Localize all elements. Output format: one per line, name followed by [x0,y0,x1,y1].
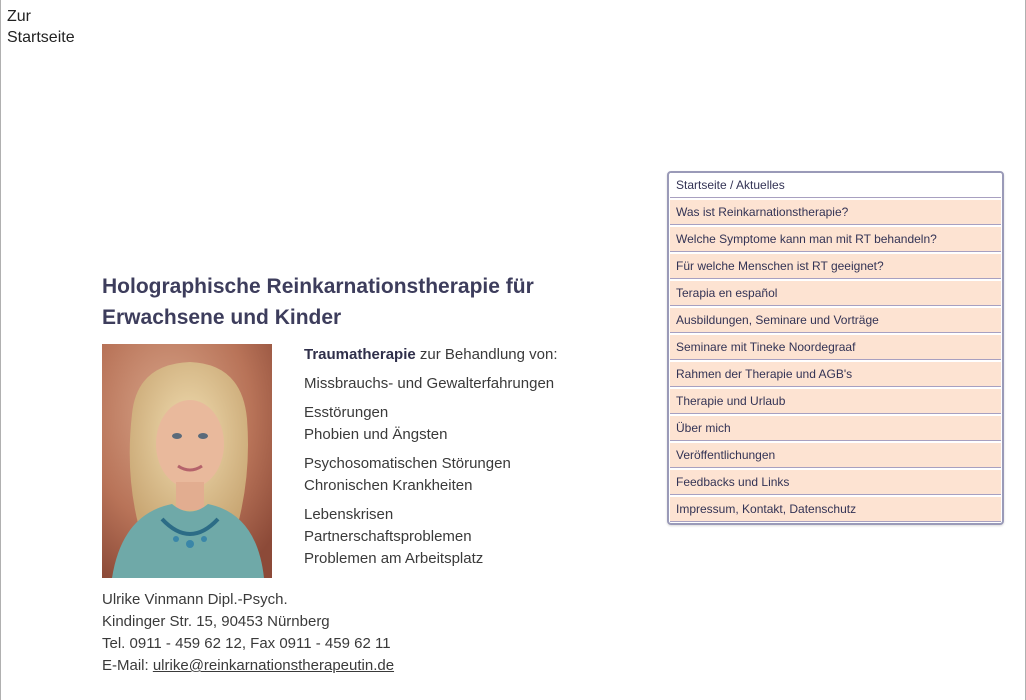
menu-item-feedbacks-links[interactable]: Feedbacks und Links [670,470,1001,495]
portrait-image [102,344,272,578]
menu-item-was-ist-rt[interactable]: Was ist Reinkarnationstherapie? [670,200,1001,225]
contact-info [102,589,602,677]
menu-item-seminare-tineke[interactable]: Seminare mit Tineke Noordegraaf [670,335,1001,360]
portrait-photo [102,344,272,578]
menu-item-fuer-welche-menschen[interactable]: Für welche Menschen ist RT geeignet? [670,254,1001,279]
symptom-item: Chronischen Krankheiten [304,477,473,494]
menu-item-veroeffentlichungen[interactable]: Veröffentlichungen [670,443,1001,468]
home-link[interactable]: Zur Startseite [7,8,75,46]
menu-item-rahmen-agb[interactable]: Rahmen der Therapie und AGB's [670,362,1001,387]
symptom-item: Psychosomatischen Störungen [304,455,511,472]
menu-item-impressum[interactable]: Impressum, Kontakt, Datenschutz [670,497,1001,522]
intro-text: zur Behandlung von: [415,346,558,363]
menu-item-ueber-mich[interactable]: Über mich [670,416,1001,441]
navigation-menu [667,171,1004,525]
symptom-item: Missbrauchs- und Gewalterfahrungen [304,375,555,392]
contact-phone: Tel. 0911 - 459 62 12, Fax 0911 - 459 62 11 [102,635,391,652]
contact-address: Kindinger Str. 15, 90453 Nürnberg [102,613,330,630]
menu-item-therapie-urlaub[interactable]: Therapie und Urlaub [670,389,1001,414]
contact-name: Ulrike Vinmann Dipl.-Psych. [102,591,288,608]
email-label: E-Mail: [102,657,153,674]
symptom-group [304,373,644,395]
symptom-item: Partnerschaftsproblemen [304,528,472,545]
page-title: Holographische Reinkarnationstherapie für Erwachsene und Kinder [102,275,534,329]
symptom-group [304,402,644,446]
menu-item-startseite[interactable]: Startseite / Aktuelles [670,173,1001,198]
symptom-group [304,504,644,570]
symptom-group [304,453,644,497]
symptom-item: Lebenskrisen [304,506,394,523]
intro-bold: Traumatherapie [304,346,416,363]
intro-line [304,344,644,366]
menu-item-terapia-espanol[interactable]: Terapia en español [670,281,1001,306]
symptom-item: Esstörungen [304,404,389,421]
symptom-item: Phobien und Ängsten [304,426,448,443]
contact-email-line [102,655,602,677]
email-link[interactable]: ulrike@reinkarnationstherapeutin.de [152,657,395,674]
menu-item-ausbildungen[interactable]: Ausbildungen, Seminare und Vorträge [670,308,1001,333]
therapy-description [304,344,644,577]
symptom-item: Problemen am Arbeitsplatz [304,550,484,567]
menu-item-symptome[interactable]: Welche Symptome kann man mit RT behandeln? [670,227,1001,252]
